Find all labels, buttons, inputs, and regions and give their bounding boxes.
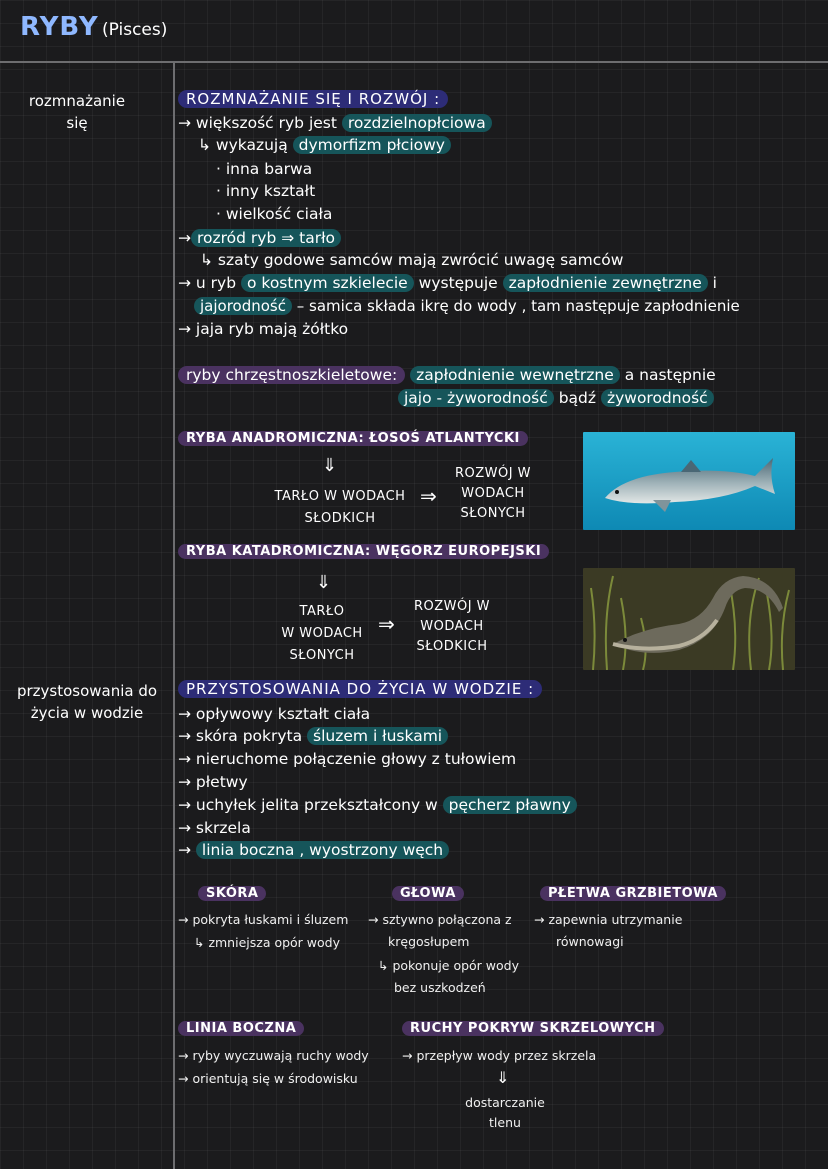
card-glowa-line-1: → sztywno połączona z [368,912,512,927]
eel-photo [583,568,795,670]
margin-divider [173,61,175,1169]
section-heading-rozmnazanie: ROZMNAŻANIE SIĘ I ROZWÓJ : [178,88,448,110]
line-szaty-godowe: ↳ szaty godowe samców mają zwrócić uwagę samców [200,251,624,269]
card-ruchy-result: dostarczanie tlenu [465,1095,545,1130]
line-zoltko: → jaja ryb mają żółtko [178,320,349,338]
section-heading-przystosowania: PRZYSTOSOWANIA DO ŻYCIA W WODZIE : [178,678,542,700]
anadromous-right: ROZWÓJ W WODACH SŁONYCH [454,466,532,521]
card-glowa-line-2: kręgosłupem [388,934,470,949]
anadromous-left: TARŁO W WODACH SŁODKICH [274,489,406,526]
bullet-ksztalt: · inny kształt [216,182,316,200]
card-title-pletwa: PŁETWA GRZBIETOWA [540,886,726,901]
line-skrzela: → skrzela [178,819,251,837]
line-chrzestnoszkieletowe: ryby chrzęstnoszkieletowe: zapłodnienie wewnętrzne a następnie [178,364,716,386]
line-linia-boczna: → linia boczna , wyostrzony węch [178,839,449,861]
line-dymorfizm: ↳ wykazują dymorfizm płciowy [198,134,451,156]
catadromous-down-arrow: ⇓ [316,572,332,593]
sidebar-label-rozmnazanie: rozmnażanie się [28,92,126,132]
catadromous-heading: RYBA KATADROMICZNA: WĘGORZ EUROPEJSKI [178,544,549,559]
card-glowa-line-4: bez uszkodzeń [394,980,486,995]
salmon-photo [583,432,795,530]
line-rozrod: → rozród ryb ⇒ tarło [178,227,341,249]
card-ruchy-line-1: → przepływ wody przez skrzela [402,1048,597,1063]
anadromous-heading: RYBA ANADROMICZNA: ŁOSOŚ ATLANTYCKI [178,431,528,446]
line-oplywowy: → opływowy kształt ciała [178,705,371,723]
line-pecherz: → uchyłek jelita przekształcony w pęcherz pławny [178,794,577,816]
line-zyworodnosc: jajo - żyworodność bądź żyworodność [398,387,714,409]
sidebar-label-przystosowania: przystosowania do życia w wodzie [16,682,158,722]
line-skora: → skóra pokryta śluzem i łuskami [178,725,448,747]
catadromous-right-arrow: ⇒ [378,612,395,636]
bullet-barwa: · inna barwa [216,160,313,178]
page-title: RYBY [20,12,99,42]
anadromous-down-arrow: ⇓ [322,455,338,476]
card-skora-line-2: ↳ zmniejsza opór wody [194,935,340,950]
card-skora-line-1: → pokryta łuskami i śluzem [178,912,349,927]
card-pletwa-line-1: → zapewnia utrzymanie [534,912,683,927]
card-linia-line-2: → orientują się w środowisku [178,1071,358,1086]
card-title-glowa: GŁOWA [392,886,464,901]
card-pletwa-line-2: równowagi [556,934,624,949]
catadromous-left: TARŁO W WODACH SŁONYCH [281,604,363,663]
line-jajorodnosc: jajorodność – samica składa ikrę do wody , tam następuje zapłodnienie [194,295,740,317]
card-title-linia: LINIA BOCZNA [178,1021,304,1036]
card-glowa-line-3: ↳ pokonuje opór wody [378,958,519,973]
line-pletwy: → płetwy [178,773,248,791]
line-rozdzielnoplciowa: → większość ryb jest rozdzielnopłciowa [178,112,492,134]
card-ruchy-down-arrow: ⇓ [496,1068,510,1087]
line-glowa: → nieruchome połączenie głowy z tułowiem [178,750,517,768]
header-divider [0,61,828,63]
line-zaplodnienie-zewnetrzne: → u ryb o kostnym szkielecie występuje zapłodnienie zewnętrzne i [178,274,717,292]
card-title-skora: SKÓRA [198,886,266,901]
anadromous-right-arrow: ⇒ [420,484,437,508]
page-subtitle: (Pisces) [102,20,168,40]
card-title-ruchy: RUCHY POKRYW SKRZELOWYCH [402,1021,664,1036]
catadromous-right: ROZWÓJ W WODACH SŁODKICH [413,599,491,654]
card-linia-line-1: → ryby wyczuwają ruchy wody [178,1048,369,1063]
bullet-wielkosc: · wielkość ciała [216,205,333,223]
